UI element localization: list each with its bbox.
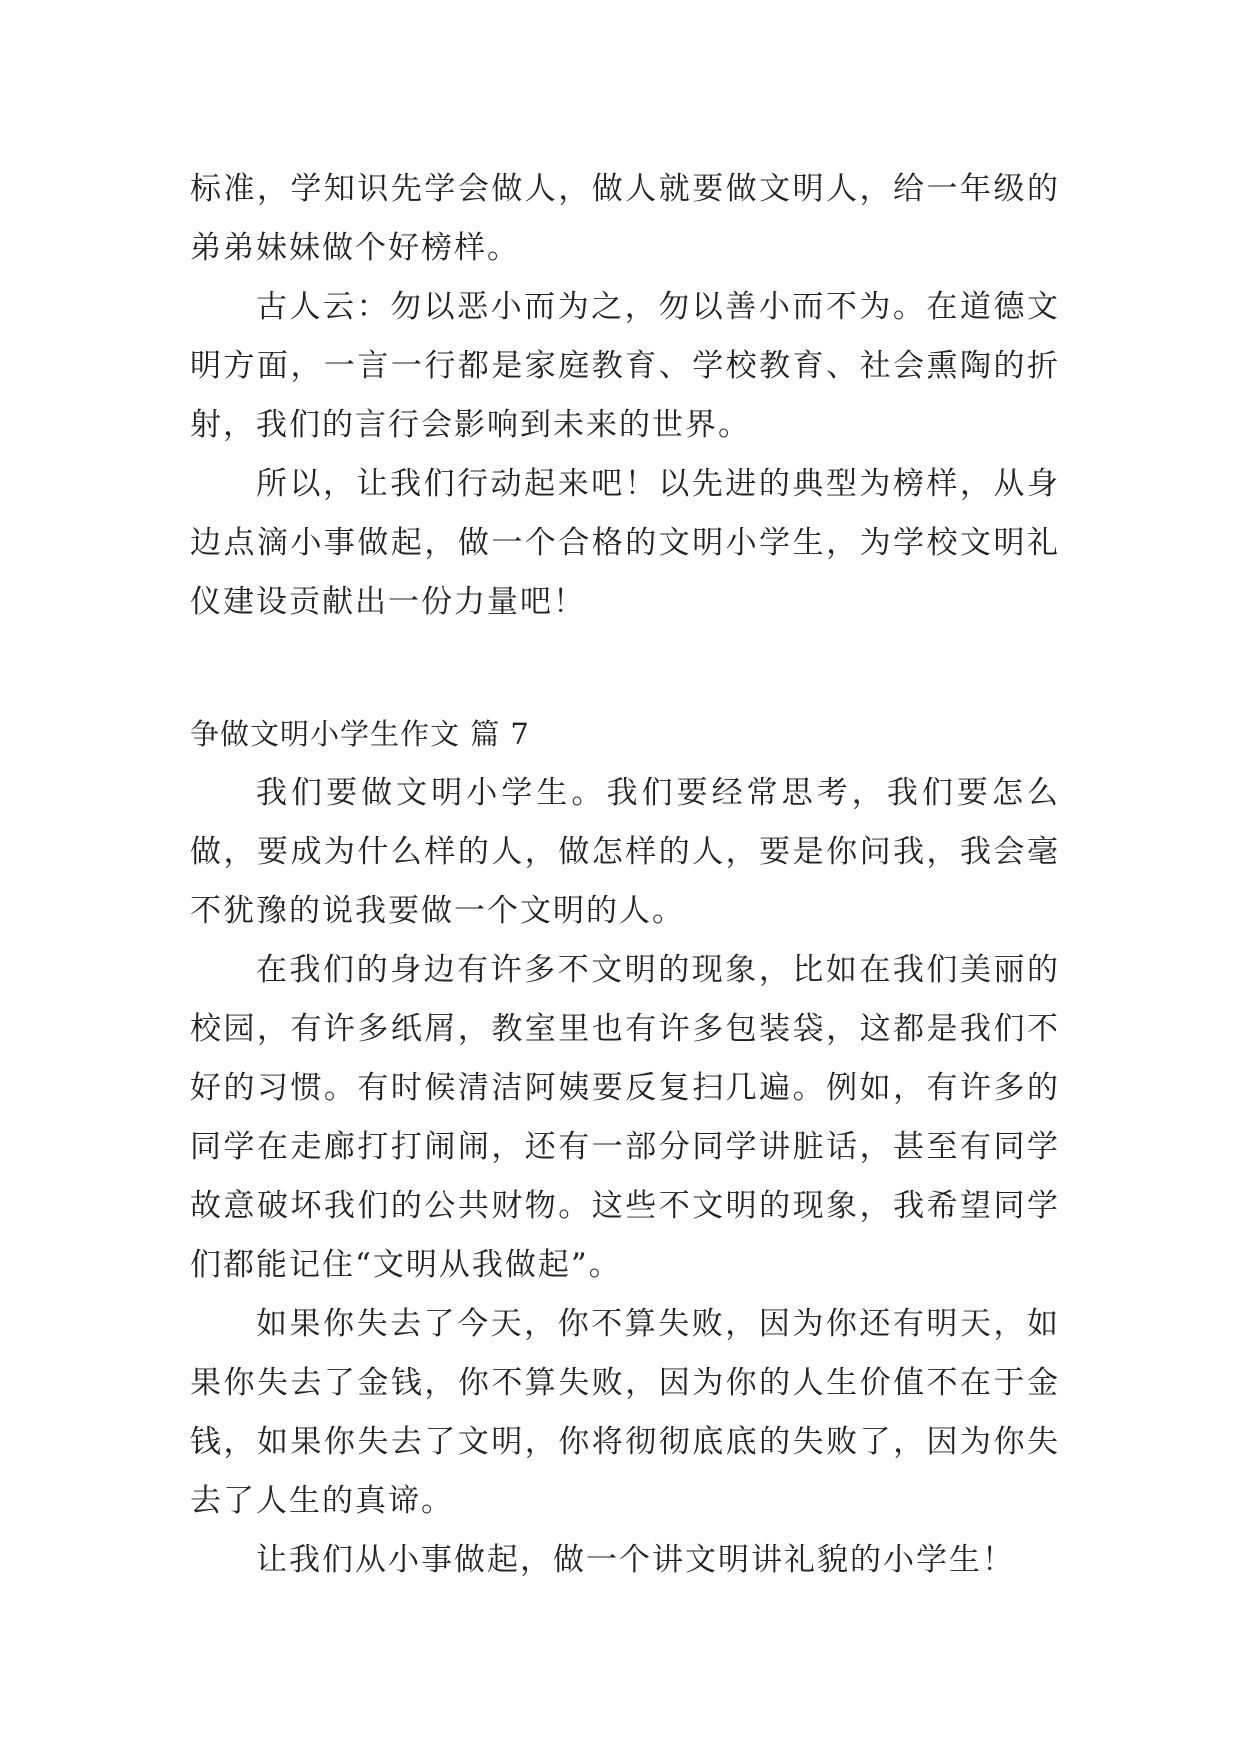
paragraph: 所以，让我们行动起来吧！以先进的典型为榜样，从身边点滴小事做起，做一个合格的文明小学生，为学校文明礼仪建设贡献出一份力量吧！ <box>190 466 1060 620</box>
paragraph: 在我们的身边有许多不文明的现象，比如在我们美丽的校园，有许多纸屑，教室里也有许多包装袋，这都是我们不好的习惯。有时候清洁阿姨要反复扫几遍。例如，有许多的同学在走廊打打闹闹，还有一部分同学讲脏话，甚至有同学故意破坏我们的公共财物。这些不文明的现象，我希望同学们都能记住“文明从我做起”。 <box>190 952 1060 1283</box>
paragraph-continued: 标准，学知识先学会做人，做人就要做文明人，给一年级的弟弟妹妹做个好榜样。 <box>190 171 1060 266</box>
paragraph: 如果你失去了今天，你不算失败，因为你还有明天，如果你失去了金钱，你不算失败，因为你的人生价值不在于金钱，如果你失去了文明，你将彻彻底底的失败了，因为你失去了人生的真谛。 <box>190 1306 1060 1519</box>
paragraph: 我们要做文明小学生。我们要经常思考，我们要怎么做，要成为什么样的人，做怎样的人，要是你问我，我会毫不犹豫的说我要做一个文明的人。 <box>190 775 1060 929</box>
paragraph: 让我们从小事做起，做一个讲文明讲礼貌的小学生！ <box>256 1542 1015 1578</box>
document-body <box>190 160 1060 1590</box>
section-title: 争做文明小学生作文 篇 7 <box>190 717 530 751</box>
paragraph: 古人云：勿以恶小而为之，勿以善小而不为。在道德文明方面，一言一行都是家庭教育、学校教育、社会熏陶的折射，我们的言行会影响到未来的世界。 <box>190 289 1060 443</box>
